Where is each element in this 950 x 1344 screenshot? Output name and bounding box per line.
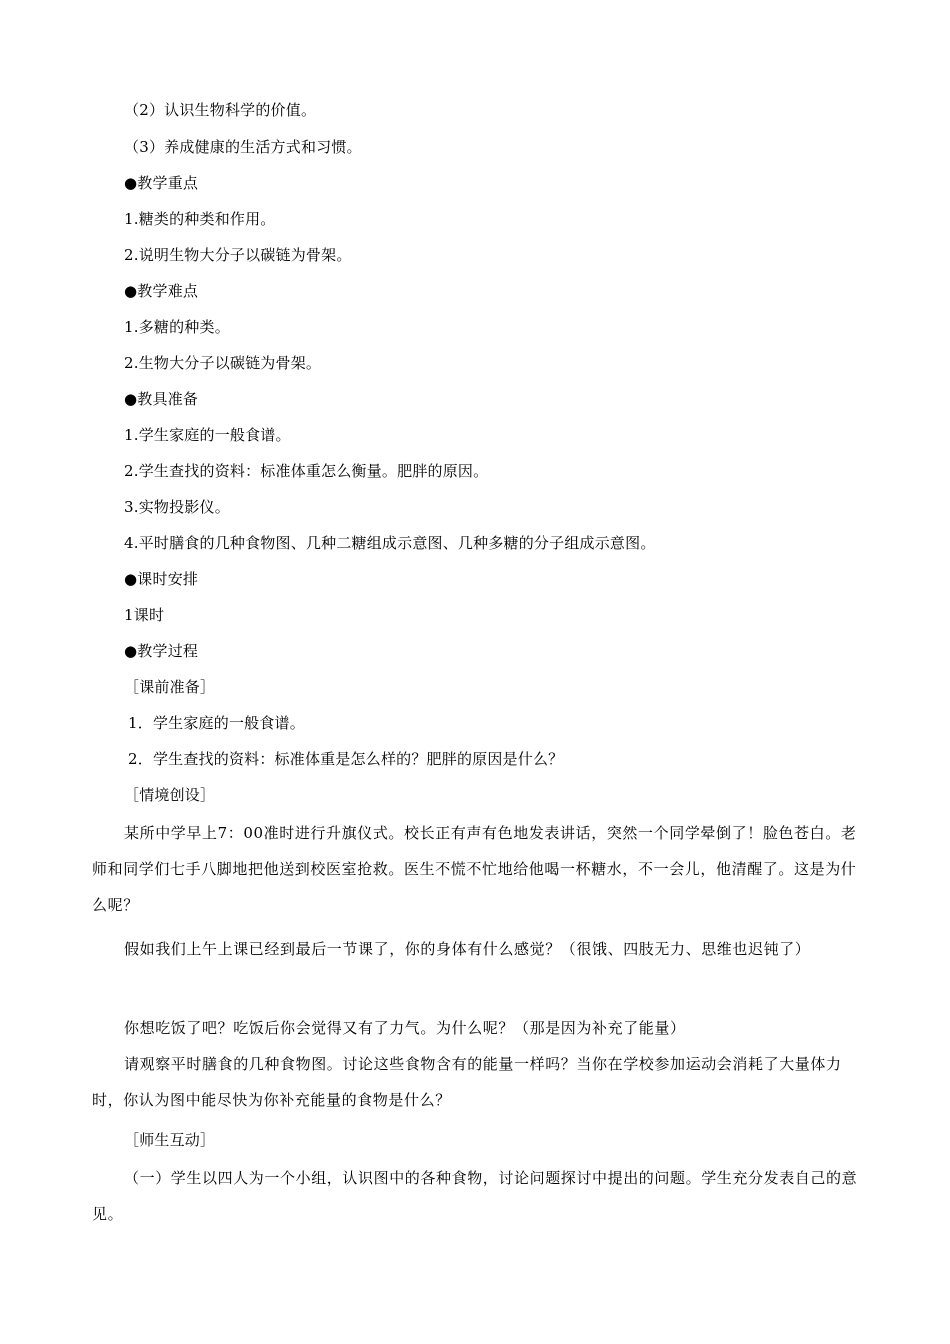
section-interaction: ［师生互动］	[124, 1131, 216, 1149]
key-point-2: 2.说明生物大分子以碳链为骨架。	[124, 246, 352, 264]
heading-key-points: ●教学重点	[124, 174, 199, 192]
question-paragraph-1: 假如我们上午上课已经到最后一节课了，你的身体有什么感觉？（很饿、四肢无力、思维也迟钝了）	[124, 940, 811, 958]
material-2: 2.学生查找的资料：标准体重怎么衡量。肥胖的原因。	[124, 462, 489, 480]
difficulty-2: 2.生物大分子以碳链为骨架。	[124, 354, 322, 372]
scenario-paragraph: 某所中学早上7：00准时进行升旗仪式。校长正有声有色地发表讲话，突然一个同学晕倒了！脸色苍白。老师和同学们七手八脚地把他送到校医室抢救。医生不慌不忙地给他喝一杯糖水，不一会儿，他清醒了。这是为什么呢？	[92, 824, 857, 914]
difficulty-1: 1.多糖的种类。	[124, 318, 230, 336]
key-point-1: 1.糖类的种类和作用。	[124, 210, 276, 228]
preparation-item-2: 2．学生查找的资料：标准体重是怎么样的？肥胖的原因是什么？	[128, 750, 564, 768]
material-1: 1.学生家庭的一般食谱。	[124, 426, 291, 444]
objective-3: （3）养成健康的生活方式和习惯。	[124, 138, 362, 156]
section-scenario: ［情境创设］	[124, 786, 216, 804]
schedule-value: 1课时	[124, 606, 165, 624]
material-4: 4.平时膳食的几种食物图、几种二糖组成示意图、几种多糖的分子组成示意图。	[124, 534, 656, 552]
heading-materials: ●教具准备	[124, 390, 199, 408]
heading-schedule: ●课时安排	[124, 570, 199, 588]
objective-2: （2）认识生物科学的价值。	[124, 101, 317, 119]
heading-difficulties: ●教学难点	[124, 282, 199, 300]
heading-process: ●教学过程	[124, 642, 199, 660]
material-3: 3.实物投影仪。	[124, 498, 230, 516]
section-preparation: ［课前准备］	[124, 678, 216, 696]
preparation-item-1: 1．学生家庭的一般食谱。	[128, 714, 305, 732]
interaction-paragraph: （一）学生以四人为一个小组，认识图中的各种食物，讨论问题探讨中提出的问题。学生充分发表自己的意见。	[92, 1169, 858, 1223]
question-paragraph-2: 你想吃饭了吧？吃饭后你会觉得又有了力气。为什么呢？（那是因为补充了能量）	[124, 1019, 686, 1037]
question-paragraph-3: 请观察平时膳食的几种食物图。讨论这些食物含有的能量一样吗？当你在学校参加运动会消耗了大量体力时，你认为图中能尽快为你补充能量的食物是什么？	[92, 1055, 842, 1109]
